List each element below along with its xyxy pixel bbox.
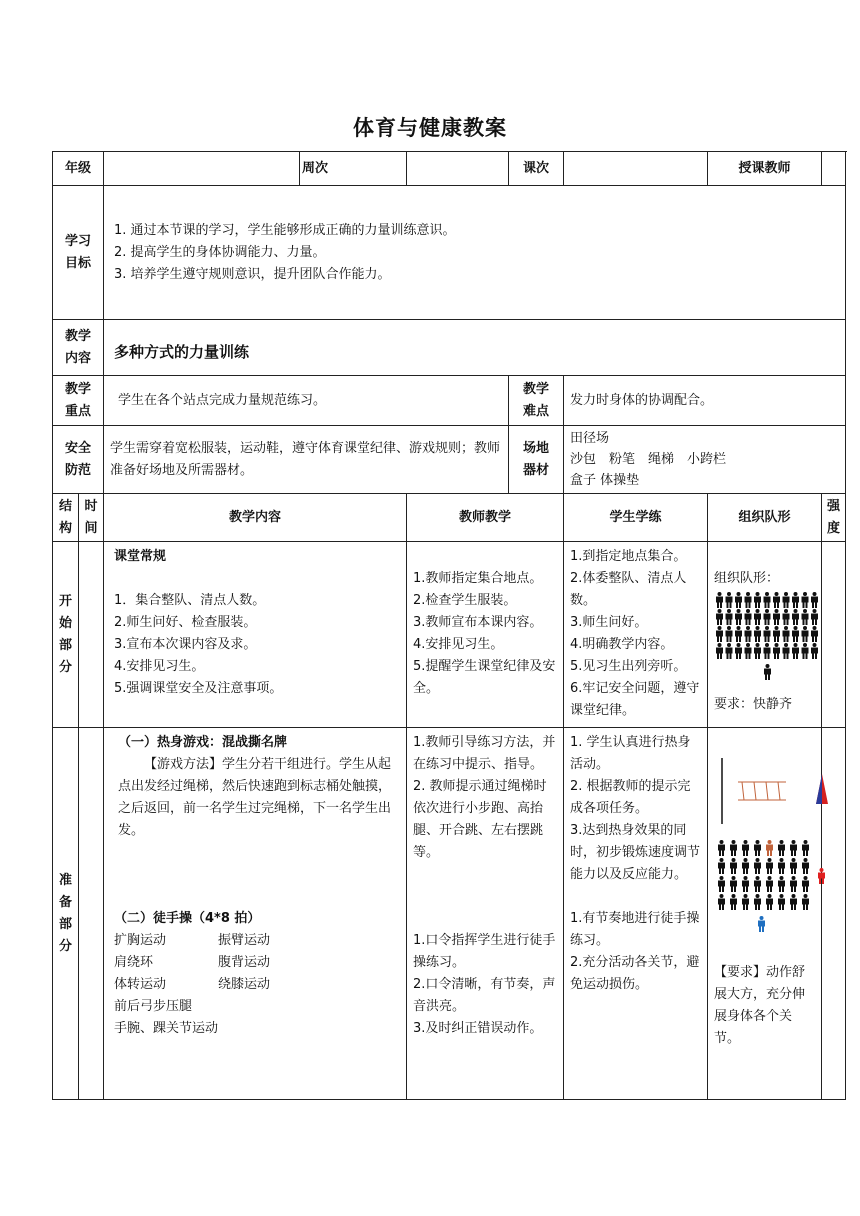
venue-line: 田径场 [570,431,610,446]
person-icon [811,609,818,625]
start-teacher-item: 4.安排见习生。 [413,637,504,652]
difficulty-label: 教学 难点 [509,376,564,426]
prep-student-item: 2.充分活动各关节，避免运动损伤。 [570,955,700,992]
lesson-value [564,152,708,186]
person-icon [754,840,761,856]
person-icon [754,894,761,910]
venue-line: 沙包 粉笔 绳梯 小跨栏 [570,452,727,467]
page-title: 体育与健康教案 [353,116,507,140]
objective-item: 1. 通过本节课的学习，学生能够形成正确的力量训练意识。 [114,222,456,238]
prep-teacher-item: 3.及时纠正错误动作。 [413,1021,543,1036]
person-icon [766,840,773,856]
start-teacher-item: 1.教师指定集合地点。 [413,571,543,586]
person-icon [742,840,749,856]
header-row [53,152,846,186]
start-teacher-item: 2.检查学生服装。 [413,593,517,608]
start-formation [708,542,822,728]
start-intensity [822,542,846,728]
person-icon [802,592,809,608]
exercise-pair: 肩绕环 腹背运动 [114,955,271,970]
person-icon [766,876,773,892]
prep-teacher-item: 2.口令清晰，有节奏，声音洪亮。 [413,977,556,1014]
prep-content [104,728,407,1100]
person-icon [745,609,752,625]
prep-student-item: 1. 学生认真进行热身活动。 [570,735,691,772]
start-student-item: 6.牢记安全问题，遵守课堂纪律。 [570,681,700,718]
start-formation-requirement: 要求：快静齐 [714,697,793,712]
person-icon [811,643,818,659]
teacher-label: 授课教师 [708,152,822,186]
person-icon [730,876,737,892]
person-icon [735,592,742,608]
content-row [53,320,846,376]
col-formation: 组织队形 [708,494,822,542]
start-section-row [53,542,846,728]
col-intensity: 强 度 [822,494,846,542]
content-label: 教学 内容 [53,320,104,376]
start-teacher-item: 5.提醒学生课堂纪律及安全。 [413,659,556,696]
person-icon [726,609,733,625]
person-icon [764,626,771,642]
person-icon [802,626,809,642]
objectives-list [104,186,846,320]
person-icon [778,894,785,910]
person-icon [790,858,797,874]
person-icon [745,626,752,642]
ladder-rung [742,782,744,800]
person-icon [778,876,785,892]
person-icon [764,592,771,608]
prep-section-row [53,728,846,1100]
lesson-label: 课次 [509,152,564,186]
person-icon [726,626,733,642]
person-icon [802,840,809,856]
prep-section-name: 准 备 部 分 [53,728,79,1100]
person-icon [735,626,742,642]
person-icon [778,858,785,874]
prep-teacher-item: 1.口令指挥学生进行徒手操练习。 [413,933,556,970]
objective-item: 2. 提高学生的身体协调能力、力量。 [114,244,326,260]
start-content-item: 1．集合整队、清点人数。 [114,593,266,608]
person-icon [811,592,818,608]
col-structure: 结 构 [53,494,79,542]
week-value [407,152,509,186]
exercise-pair: 体转运动 绕膝运动 [114,977,271,992]
marker-cone-shadow [816,774,822,804]
keypoint-row [53,376,846,426]
prep-exercise-title: （二）徒手操（4*8 拍） [114,911,261,926]
safety-row [53,426,846,494]
prep-student-item: 2. 根据教师的提示完成各项任务。 [570,779,691,816]
difficulty-value: 发力时身体的协调配合。 [564,376,846,426]
venue-label: 场地 器材 [509,426,564,494]
person-icon [726,643,733,659]
grade-value [104,152,300,186]
start-formation-diagram [714,590,824,686]
start-content-title: 课堂常规 [114,549,167,564]
start-formation-title: 组织队形： [714,571,780,586]
person-icon [811,626,818,642]
keypoint-value: 学生在各个站点完成力量规范练习。 [104,376,509,426]
person-icon [778,840,785,856]
person-icon [716,643,723,659]
objectives-label: 学习 目标 [53,186,104,320]
person-icon [764,643,771,659]
person-icon [718,894,725,910]
teacher-icon [764,664,771,680]
person-icon [802,643,809,659]
person-icon [730,894,737,910]
person-icon [783,609,790,625]
person-icon [802,894,809,910]
person-icon [718,858,725,874]
prep-formation [708,728,822,1100]
lesson-plan-table [52,151,846,1100]
person-icon [773,609,780,625]
person-icon [802,876,809,892]
exercise-item: 前后弓步压腿 [114,999,193,1014]
person-icon [773,592,780,608]
col-student: 学生学练 [564,494,708,542]
exercise-pair: 扩胸运动 振臂运动 [114,933,271,948]
person-icon [783,643,790,659]
person-icon [790,840,797,856]
person-icon [745,592,752,608]
prep-teacher-item: 1.教师引导练习方法，并在练习中提示、指导。 [413,735,556,772]
person-icon [726,592,733,608]
safety-label: 安全 防范 [53,426,104,494]
person-icon [716,592,723,608]
prep-teacher-item: 2. 教师提示通过绳梯时依次进行小步跑、高抬腿、开合跳、左右摆跳等。 [413,779,547,860]
start-time [79,542,104,728]
person-icon [766,858,773,874]
person-icon [742,894,749,910]
person-icon [716,626,723,642]
col-teacher: 教师教学 [407,494,564,542]
prep-student [564,728,708,1100]
start-student-item: 2.体委整队、清点人数。 [570,571,687,608]
person-icon [792,626,799,642]
person-icon [773,626,780,642]
person-icon [742,876,749,892]
teacher-icon [818,868,825,884]
content-value: 多种方式的力量训练 [104,320,846,376]
prep-game-title: （一）热身游戏：混战撕名牌 [118,735,288,750]
person-icon [718,876,725,892]
venue-list [564,426,846,494]
objectives-row [53,186,846,320]
teacher-value [822,152,846,186]
col-content: 教学内容 [104,494,407,542]
col-time: 时 间 [79,494,104,542]
person-icon [754,858,761,874]
person-icon [716,609,723,625]
start-teacher [407,542,564,728]
person-icon [754,876,761,892]
person-icon [735,609,742,625]
prep-formation-requirement: 【要求】动作舒展大方，充分伸展身体各个关节。 [714,965,806,1046]
person-icon [754,592,761,608]
person-icon [742,858,749,874]
ladder-rung [778,782,780,800]
prep-time [79,728,104,1100]
prep-student-item: 3.达到热身效果的同时，初步锻炼速度调节能力以及反应能力。 [570,823,701,882]
start-content-item: 3.宣布本次课内容及求。 [114,637,257,652]
start-content [104,542,407,728]
start-student-item: 3.师生问好。 [570,615,648,630]
ladder-rung [754,782,756,800]
start-student-item: 5.见习生出列旁听。 [570,659,687,674]
person-icon [802,858,809,874]
prep-game-desc: 【游戏方法】学生分若干组进行。学生从起点出发经过绳梯，然后快速跑到标志桶处触摸，之后返回，前一名学生过完绳梯，下一名学生出发。 [118,757,392,838]
prep-student-item: 1.有节奏地进行徒手操练习。 [570,911,700,948]
person-icon [735,643,742,659]
person-icon [754,643,761,659]
person-icon [790,894,797,910]
prep-teacher [407,728,564,1100]
person-icon [792,609,799,625]
person-icon [730,858,737,874]
start-content-item: 4.安排见习生。 [114,659,205,674]
prep-formation-diagram [714,754,828,954]
person-icon [754,609,761,625]
venue-line: 盒子 体操垫 [570,473,640,488]
person-icon [792,643,799,659]
start-student-item: 1.到指定地点集合。 [570,549,687,564]
person-icon [790,876,797,892]
start-teacher-item: 3.教师宣布本课内容。 [413,615,543,630]
start-student-item: 4.明确教学内容。 [570,637,674,652]
exercise-item: 手腕、踝关节运动 [114,1021,219,1036]
person-icon [766,894,773,910]
grade-label: 年级 [53,152,104,186]
column-header-row [53,494,846,542]
ladder-rung [766,782,768,800]
person-icon [730,840,737,856]
start-student [564,542,708,728]
person-icon [773,643,780,659]
start-content-item: 5.强调课堂安全及注意事项。 [114,681,283,696]
person-icon [764,609,771,625]
person-icon [783,592,790,608]
person-icon [802,609,809,625]
start-section-name: 开 始 部 分 [53,542,79,728]
person-icon [792,592,799,608]
objective-item: 3. 培养学生遵守规则意识，提升团队合作能力。 [114,266,391,282]
start-content-item: 2.师生问好、检查服装。 [114,615,257,630]
week-label: 周次 [300,152,407,186]
person-icon [718,840,725,856]
person-icon [745,643,752,659]
person-icon [783,626,790,642]
student-leader-icon [758,916,765,932]
person-icon [754,626,761,642]
safety-value: 学生需穿着宽松服装，运动鞋，遵守体育课堂纪律、游戏规则；教师准备好场地及所需器材。 [104,426,509,494]
keypoint-label: 教学 重点 [53,376,104,426]
